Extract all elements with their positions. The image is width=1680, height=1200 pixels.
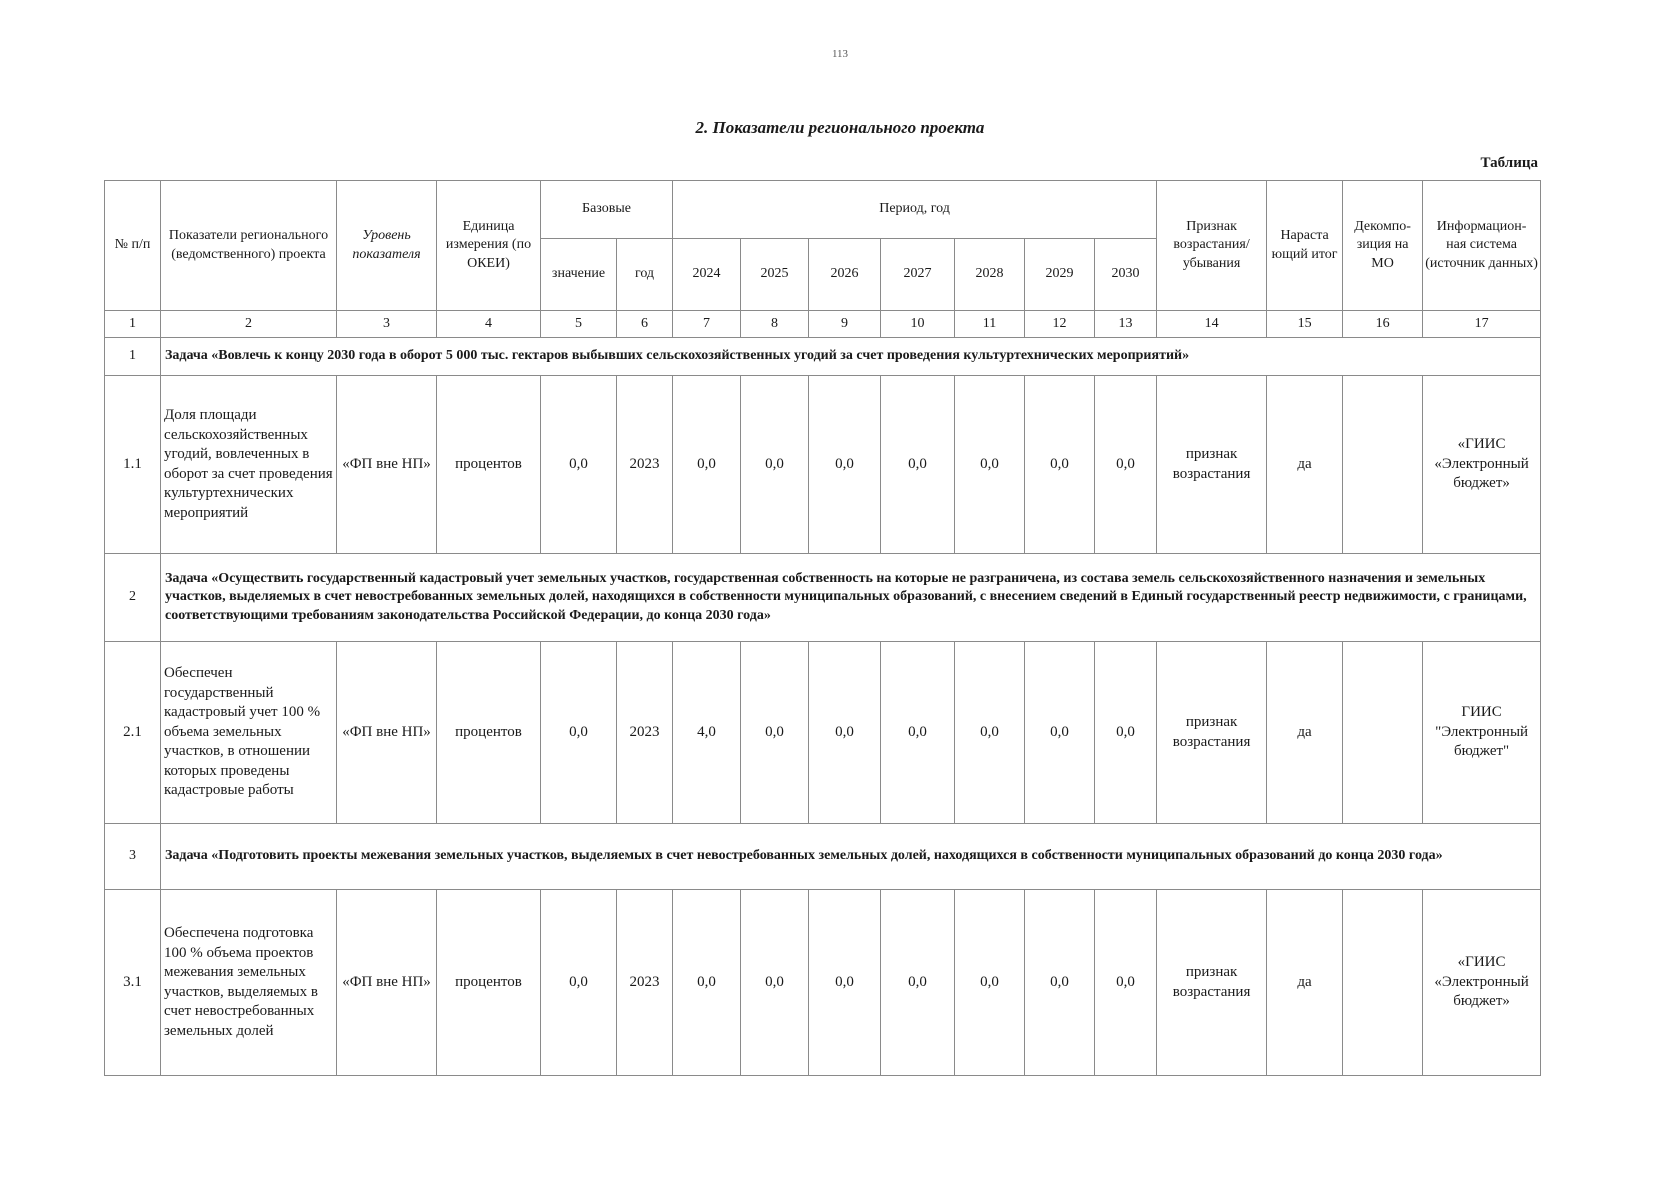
year-value: 0,0 [741, 376, 809, 554]
base-value: 0,0 [541, 376, 617, 554]
indicator-cumulative: да [1267, 376, 1343, 554]
header-base-year: год [617, 239, 673, 311]
column-number: 9 [809, 311, 881, 338]
column-number: 5 [541, 311, 617, 338]
task-number: 3 [105, 824, 161, 890]
header-decomposition: Декомпо- зиция на МО [1343, 181, 1423, 311]
header-year: 2027 [881, 239, 955, 311]
base-value: 0,0 [541, 642, 617, 824]
task-text: Задача «Осуществить государственный кадастровый учет земельных участков, государственная собственность на которые не разграничена, из состава земель сельскохозяйственного назначения и земельных участков, выделяемых в счет невостребованных земельных долей, находящихся в собственности муниципальных образований, с внесением сведений в Единый государственный реестр недвижимости, с границами, соответствующими требованиям законодательства Российской Федерации, до конца 2030 года» [161, 554, 1541, 642]
column-number: 7 [673, 311, 741, 338]
header-level: Уровень показателя [337, 181, 437, 311]
header-cumulative: Нараста ющий итог [1267, 181, 1343, 311]
column-number: 15 [1267, 311, 1343, 338]
year-value: 0,0 [881, 642, 955, 824]
base-year: 2023 [617, 642, 673, 824]
indicator-name: Доля площади сельскохозяйственных угодий, вовлеченных в оборот за счет проведения культуртехнических мероприятий [161, 376, 337, 554]
header-year: 2028 [955, 239, 1025, 311]
base-year: 2023 [617, 890, 673, 1076]
column-number: 6 [617, 311, 673, 338]
year-value: 0,0 [955, 642, 1025, 824]
task-text: Задача «Вовлечь к концу 2030 года в оборот 5 000 тыс. гектаров выбывших сельскохозяйственных угодий за счет проведения культуртехнических мероприятий» [161, 338, 1541, 376]
year-value: 0,0 [741, 890, 809, 1076]
year-value: 0,0 [1095, 376, 1157, 554]
indicator-decomposition [1343, 890, 1423, 1076]
column-number: 11 [955, 311, 1025, 338]
header-base: Базовые [541, 181, 673, 239]
task-number: 1 [105, 338, 161, 376]
year-value: 4,0 [673, 642, 741, 824]
indicator-level: «ФП вне НП» [337, 376, 437, 554]
header-year: 2030 [1095, 239, 1157, 311]
column-number: 13 [1095, 311, 1157, 338]
base-value: 0,0 [541, 890, 617, 1076]
header-indicator: Показатели регионального (ведомственного) проекта [161, 181, 337, 311]
header-year: 2029 [1025, 239, 1095, 311]
indicator-number: 2.1 [105, 642, 161, 824]
indicator-info-system: ГИИС "Электронный бюджет" [1423, 642, 1541, 824]
section-title: 2. Показатели регионального проекта [695, 118, 985, 137]
column-number: 17 [1423, 311, 1541, 338]
indicator-sign: признак возрастания [1157, 376, 1267, 554]
column-number: 12 [1025, 311, 1095, 338]
column-number: 16 [1343, 311, 1423, 338]
column-number: 10 [881, 311, 955, 338]
column-number: 3 [337, 311, 437, 338]
page-number: 113 [831, 48, 849, 60]
indicator-row [105, 376, 1541, 554]
year-value: 0,0 [809, 376, 881, 554]
year-value: 0,0 [881, 890, 955, 1076]
column-numbers-row [105, 311, 1541, 338]
indicator-name: Обеспечен государственный кадастровый учет 100 % объема земельных участков, в отношении которых проведены кадастровые работы [161, 642, 337, 824]
year-value: 0,0 [955, 890, 1025, 1076]
header-base-value: значение [541, 239, 617, 311]
indicator-sign: признак возрастания [1157, 890, 1267, 1076]
indicator-unit: процентов [437, 376, 541, 554]
header-period: Период, год [673, 181, 1157, 239]
column-number: 8 [741, 311, 809, 338]
indicator-row [105, 890, 1541, 1076]
indicators-table [104, 180, 1541, 1076]
year-value: 0,0 [1025, 376, 1095, 554]
year-value: 0,0 [1025, 642, 1095, 824]
indicator-row [105, 642, 1541, 824]
year-value: 0,0 [673, 890, 741, 1076]
task-row [105, 824, 1541, 890]
year-value: 0,0 [809, 890, 881, 1076]
indicator-cumulative: да [1267, 642, 1343, 824]
task-text: Задача «Подготовить проекты межевания земельных участков, выделяемых в счет невостребованных земельных долей, находящихся в собственности муниципальных образований до конца 2030 года» [161, 824, 1541, 890]
year-value: 0,0 [881, 376, 955, 554]
indicator-decomposition [1343, 376, 1423, 554]
year-value: 0,0 [1025, 890, 1095, 1076]
year-value: 0,0 [955, 376, 1025, 554]
header-sign: Признак возрастания/ убывания [1157, 181, 1267, 311]
indicator-cumulative: да [1267, 890, 1343, 1076]
indicator-level: «ФП вне НП» [337, 642, 437, 824]
column-number: 2 [161, 311, 337, 338]
header-info-system: Информацион- ная система (источник данных) [1423, 181, 1541, 311]
indicator-info-system: «ГИИС «Электронный бюджет» [1423, 890, 1541, 1076]
base-year: 2023 [617, 376, 673, 554]
header-unit: Единица измерения (по ОКЕИ) [437, 181, 541, 311]
indicator-number: 3.1 [105, 890, 161, 1076]
indicator-level: «ФП вне НП» [337, 890, 437, 1076]
year-value: 0,0 [809, 642, 881, 824]
year-value: 0,0 [741, 642, 809, 824]
year-value: 0,0 [1095, 890, 1157, 1076]
indicator-decomposition [1343, 642, 1423, 824]
indicator-unit: процентов [437, 642, 541, 824]
header-year: 2025 [741, 239, 809, 311]
column-number: 1 [105, 311, 161, 338]
header-year: 2024 [673, 239, 741, 311]
table-caption: Таблица [1480, 155, 1538, 171]
column-number: 14 [1157, 311, 1267, 338]
indicator-sign: признак возрастания [1157, 642, 1267, 824]
task-number: 2 [105, 554, 161, 642]
task-row [105, 338, 1541, 376]
column-number: 4 [437, 311, 541, 338]
indicator-number: 1.1 [105, 376, 161, 554]
indicator-info-system: «ГИИС «Электронный бюджет» [1423, 376, 1541, 554]
indicator-name: Обеспечена подготовка 100 % объема проектов межевания земельных участков, выделяемых в счет невостребованных земельных долей [161, 890, 337, 1076]
header-num: № п/п [105, 181, 161, 311]
year-value: 0,0 [673, 376, 741, 554]
task-row [105, 554, 1541, 642]
header-year: 2026 [809, 239, 881, 311]
year-value: 0,0 [1095, 642, 1157, 824]
indicator-unit: процентов [437, 890, 541, 1076]
